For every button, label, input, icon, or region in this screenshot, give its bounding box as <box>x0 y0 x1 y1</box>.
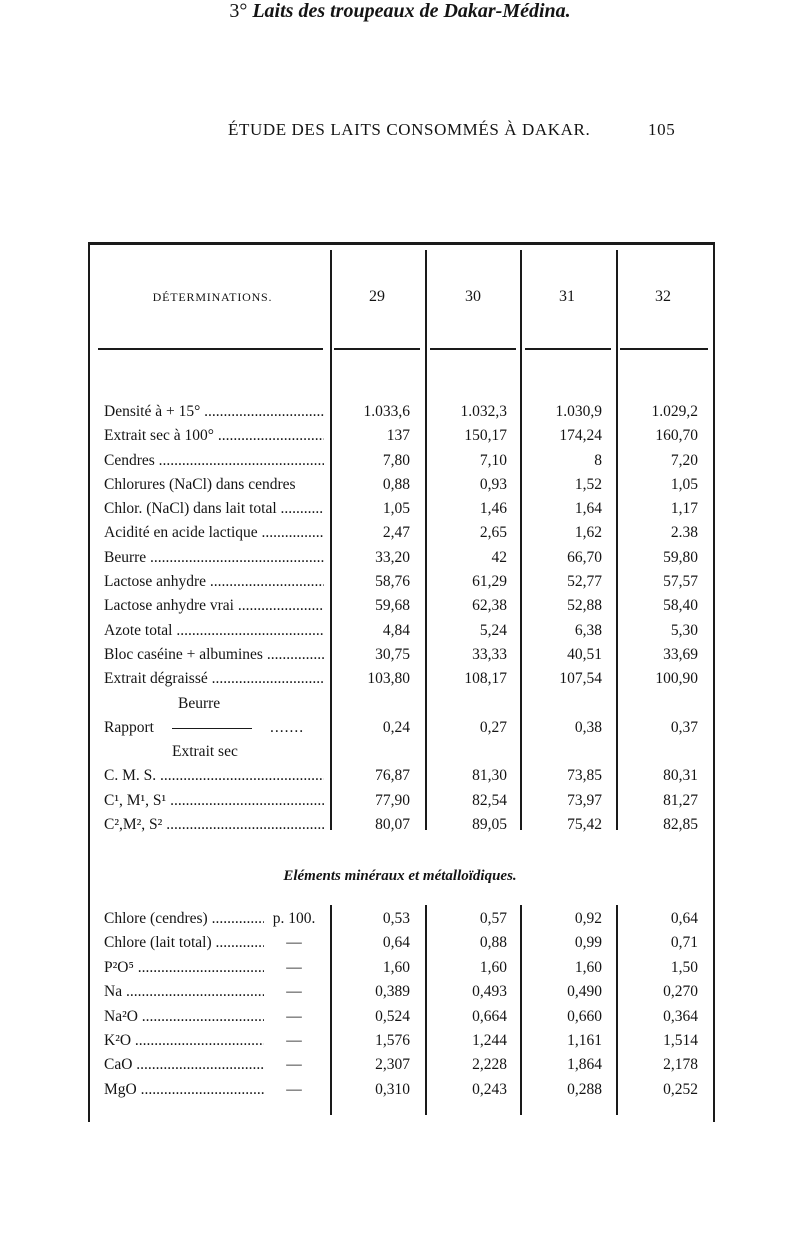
cell-32: 59,80 <box>663 548 698 566</box>
table-row <box>0 813 800 837</box>
cell-30: 0,93 <box>479 475 507 493</box>
table-row <box>0 1053 800 1077</box>
cell-32: 0,71 <box>670 934 698 952</box>
ditto-mark: — <box>286 1056 302 1074</box>
cell-32: 2,178 <box>663 1056 698 1074</box>
ditto-mark: — <box>286 934 302 952</box>
table-row <box>0 424 800 448</box>
cell-30: 0,57 <box>479 910 507 927</box>
cell-29: 77,90 <box>375 791 410 809</box>
cell-30: 5,24 <box>479 621 507 639</box>
mineral-rows <box>0 907 800 1102</box>
cell-29: 4,84 <box>382 621 410 639</box>
cell-30: 108,17 <box>464 670 507 688</box>
table-row <box>0 907 800 931</box>
row-label: K²O ..... <box>104 1029 264 1053</box>
row-label: Lactose anhydre ..... <box>104 570 324 594</box>
ratio-numerator: Beurre <box>178 694 221 712</box>
ratio-denominator: Extrait sec <box>172 743 238 761</box>
table-row <box>0 473 800 497</box>
ratio-row <box>0 716 800 740</box>
table-top-rule <box>88 242 715 245</box>
ratio-label: Rapport <box>104 718 154 736</box>
ditto-mark: — <box>286 1031 302 1049</box>
row-label: Lactose anhydre vrai ..... <box>104 594 324 618</box>
row-label: Acidité en acide lactique ..... <box>104 521 324 545</box>
cell-31: 1,161 <box>567 1031 602 1049</box>
row-label: CaO ..... <box>104 1053 264 1077</box>
cell-31: 73,85 <box>567 767 602 785</box>
cell-31: 8 <box>594 451 602 469</box>
cell-31: 1,60 <box>574 958 602 976</box>
row-label: Extrait dégraissé ..... <box>104 667 324 691</box>
cell-31: 0,490 <box>567 983 602 1001</box>
cell-32: 0,64 <box>670 910 698 927</box>
cell-31: 66,70 <box>567 548 602 566</box>
row-label: P²O⁵ ..... <box>104 956 264 980</box>
cell-30: 42 <box>491 548 507 566</box>
cell-31: 40,51 <box>567 645 602 663</box>
cell-29: 30,75 <box>375 645 410 663</box>
row-label: Azote total ..... <box>104 619 324 643</box>
cell-31: 0,92 <box>574 910 602 927</box>
cell-29: 0,524 <box>375 1007 410 1025</box>
cell-29: 0,310 <box>375 1080 410 1098</box>
cell-29: 2,47 <box>382 524 410 542</box>
row-label: C¹, M¹, S¹ ..... <box>104 789 324 813</box>
cell-32: 100,90 <box>655 670 698 688</box>
cell-30: 1,46 <box>479 500 507 518</box>
cell-32: 2.38 <box>670 524 698 542</box>
ratio-numerator-row <box>0 692 800 716</box>
section-title <box>0 0 800 23</box>
table-row <box>0 667 800 691</box>
table-row <box>0 789 800 813</box>
table-row <box>0 546 800 570</box>
running-title: ÉTUDE DES LAITS CONSOMMÉS À DAKAR. <box>228 120 591 139</box>
table-row <box>0 594 800 618</box>
cell-30: 0,243 <box>472 1080 507 1098</box>
page-number: 105 <box>648 120 676 139</box>
cell-29: 33,20 <box>375 548 410 566</box>
cell-32: 1.029,2 <box>651 403 698 420</box>
cell-30: 1.032,3 <box>460 403 507 420</box>
cell-31: 1,62 <box>574 524 602 542</box>
row-label: C. M. S. ..... <box>104 764 324 788</box>
header-rule-31 <box>525 348 611 350</box>
table-row <box>0 643 800 667</box>
cell-30: 0,88 <box>479 934 507 952</box>
cell-32: 5,30 <box>670 621 698 639</box>
cell-30: 0,27 <box>479 718 507 736</box>
cell-31: 0,38 <box>574 718 602 736</box>
cell-30: 7,10 <box>479 451 507 469</box>
row-label: Na²O ..... <box>104 1005 264 1029</box>
row-label: Beurre ..... <box>104 546 324 570</box>
cell-32: 0,37 <box>670 718 698 736</box>
minerals-title: Eléments minéraux et métalloïdiques. <box>283 868 517 884</box>
row-label: C²,M², S² ..... <box>104 813 324 837</box>
cell-31: 107,54 <box>559 670 602 688</box>
cell-30: 89,05 <box>472 816 507 834</box>
ditto-mark: — <box>286 1080 302 1098</box>
table-row <box>0 521 800 545</box>
determinations-rows <box>0 400 800 837</box>
cell-30: 81,30 <box>472 767 507 785</box>
column-header-30: 30 <box>465 288 481 305</box>
table-row <box>0 931 800 955</box>
cell-29: 0,64 <box>382 934 410 952</box>
unit-label: p. 100. <box>272 910 316 927</box>
cell-32: 1,17 <box>670 500 698 518</box>
cell-30: 1,60 <box>479 958 507 976</box>
cell-32: 0,270 <box>663 983 698 1001</box>
cell-32: 33,69 <box>663 645 698 663</box>
cell-32: 80,31 <box>663 767 698 785</box>
section-number: 3° <box>229 0 248 22</box>
cell-30: 82,54 <box>472 791 507 809</box>
table-row <box>0 570 800 594</box>
row-label: Chlore (lait total) ..... <box>104 931 264 955</box>
cell-31: 0,660 <box>567 1007 602 1025</box>
cell-30: 33,33 <box>472 645 507 663</box>
table-row <box>0 1005 800 1029</box>
determinations-header: DÉTERMINATIONS. <box>152 290 273 304</box>
row-label: Na ..... <box>104 980 264 1004</box>
table-row <box>0 1029 800 1053</box>
cell-30: 150,17 <box>464 427 507 445</box>
cell-32: 1,50 <box>670 958 698 976</box>
cell-31: 52,77 <box>567 573 602 591</box>
cell-31: 6,38 <box>574 621 602 639</box>
cell-29: 137 <box>386 427 410 445</box>
row-label: MgO ..... <box>104 1078 264 1102</box>
row-label: Chlorures (NaCl) dans cendres <box>104 475 296 493</box>
header-rule-30 <box>430 348 516 350</box>
table-row <box>0 764 800 788</box>
ditto-mark: — <box>286 1007 302 1025</box>
cell-30: 2,65 <box>479 524 507 542</box>
cell-29: 2,307 <box>375 1056 410 1074</box>
cell-29: 76,87 <box>375 767 410 785</box>
ditto-mark: — <box>286 958 302 976</box>
ditto-mark: — <box>286 983 302 1001</box>
table-row <box>0 400 800 424</box>
cell-32: 81,27 <box>663 791 698 809</box>
column-header-31: 31 <box>559 288 575 305</box>
cell-29: 1,576 <box>375 1031 410 1049</box>
table-row <box>0 449 800 473</box>
row-label: Extrait sec à 100° ..... <box>104 424 324 448</box>
row-label: Chlor. (NaCl) dans lait total ..... <box>104 497 324 521</box>
cell-32: 7,20 <box>670 451 698 469</box>
cell-29: 0,53 <box>382 910 410 927</box>
cell-29: 1,05 <box>382 500 410 518</box>
row-label: Chlore (cendres) ..... <box>104 907 264 931</box>
cell-32: 0,364 <box>663 1007 698 1025</box>
cell-32: 1,05 <box>670 475 698 493</box>
cell-30: 0,664 <box>472 1007 507 1025</box>
ratio-denominator-row <box>0 740 800 764</box>
table-row <box>0 980 800 1004</box>
cell-31: 174,24 <box>559 427 602 445</box>
cell-29: 103,80 <box>367 670 410 688</box>
cell-29: 0,88 <box>382 475 410 493</box>
table-row <box>0 497 800 521</box>
ratio-fraction-bar <box>172 728 252 729</box>
header-rule-32 <box>620 348 708 350</box>
cell-31: 1,864 <box>567 1056 602 1074</box>
cell-29: 58,76 <box>375 573 410 591</box>
cell-29: 80,07 <box>375 816 410 834</box>
cell-29: 1.033,6 <box>363 403 410 420</box>
cell-30: 62,38 <box>472 597 507 615</box>
cell-32: 82,85 <box>663 816 698 834</box>
cell-31: 52,88 <box>567 597 602 615</box>
cell-29: 59,68 <box>375 597 410 615</box>
row-label: Densité à + 15° ..... <box>104 400 324 424</box>
cell-31: 1.030,9 <box>555 403 602 420</box>
cell-31: 1,52 <box>574 475 602 493</box>
row-label: Bloc caséine + albumines ..... <box>104 643 324 667</box>
column-header-32: 32 <box>655 288 671 305</box>
cell-32: 1,514 <box>663 1031 698 1049</box>
cell-29: 0,24 <box>382 718 410 736</box>
cell-30: 61,29 <box>472 573 507 591</box>
cell-32: 160,70 <box>655 427 698 445</box>
cell-32: 57,57 <box>663 573 698 591</box>
column-header-29: 29 <box>369 288 385 305</box>
cell-29: 1,60 <box>382 958 410 976</box>
cell-32: 0,252 <box>663 1080 698 1098</box>
cell-32: 58,40 <box>663 597 698 615</box>
section-title-text: Laits des troupeaux de Dakar-Médina. <box>252 0 571 22</box>
cell-29: 0,389 <box>375 983 410 1001</box>
cell-29: 7,80 <box>382 451 410 469</box>
ratio-dots: ....... <box>270 718 305 736</box>
header-rule-29 <box>334 348 420 350</box>
cell-31: 75,42 <box>567 816 602 834</box>
cell-31: 1,64 <box>574 500 602 518</box>
cell-30: 2,228 <box>472 1056 507 1074</box>
cell-30: 0,493 <box>472 983 507 1001</box>
cell-30: 1,244 <box>472 1031 507 1049</box>
table-row <box>0 956 800 980</box>
table-row <box>0 1078 800 1102</box>
header-rule-det <box>98 348 323 350</box>
cell-31: 0,288 <box>567 1080 602 1098</box>
cell-31: 73,97 <box>567 791 602 809</box>
table-row <box>0 619 800 643</box>
cell-31: 0,99 <box>574 934 602 952</box>
row-label: Cendres ..... <box>104 449 324 473</box>
